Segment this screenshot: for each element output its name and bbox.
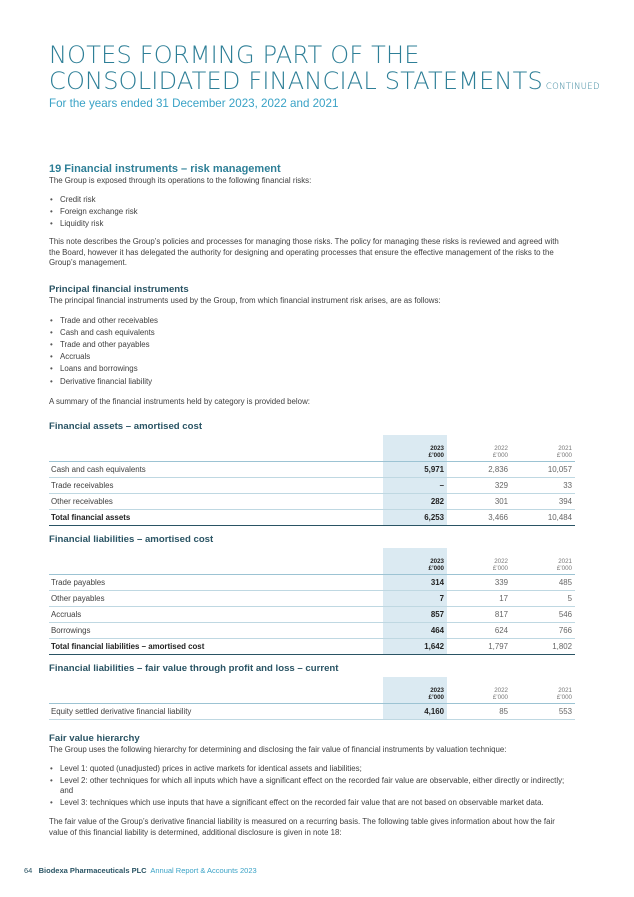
report-name: Annual Report & Accounts 2023 bbox=[150, 866, 257, 875]
list-item: • Level 3: techniques which use inputs that have a significant effect on the recorded fair value that are not based on observable market data. bbox=[49, 798, 569, 808]
list-item: • Accruals bbox=[49, 351, 569, 363]
policy-paragraph: This note describes the Group’s policies and processes for managing those risks. The policy for managing these risks is reviewed and agreed with the Board, however it has delegated the authority for designing and operating processes that ensure the effective management of the risks to the Group’s management. bbox=[49, 237, 559, 268]
col-2023: 2023 £’000 bbox=[383, 435, 447, 462]
table-row: Trade receivables – 329 33 bbox=[49, 478, 575, 494]
list-item: • Liquidity risk bbox=[49, 218, 569, 230]
continued-label: CONTINUED bbox=[545, 82, 600, 92]
title-line-1: NOTES FORMING PART OF THE bbox=[49, 41, 420, 69]
principal-section bbox=[49, 284, 569, 407]
liabilities-heading: Financial liabilities – amortised cost bbox=[49, 534, 214, 545]
instrument-list bbox=[49, 315, 569, 388]
fair-value-intro: The Group uses the following hierarchy for determining and disclosing the fair value of financial instruments by valuation technique: bbox=[49, 745, 507, 754]
page-footer bbox=[24, 866, 257, 875]
page-subtitle: For the years ended 31 December 2023, 2022 and 2021 bbox=[49, 97, 339, 110]
table-header-row bbox=[49, 548, 575, 575]
list-item: • Trade and other payables bbox=[49, 339, 569, 351]
table-header-row bbox=[49, 677, 575, 704]
col-2021: 2021 £’000 bbox=[511, 435, 575, 462]
col-2022: 2022 £’000 bbox=[447, 435, 511, 462]
title-line-2: CONSOLIDATED FINANCIAL STATEMENTS bbox=[49, 67, 543, 95]
table-row: Other receivables 282 301 394 bbox=[49, 494, 575, 510]
col-2023: 2023 £’000 bbox=[383, 677, 447, 704]
principal-heading: Principal financial instruments bbox=[49, 284, 189, 295]
table-row: Borrowings 464 624 766 bbox=[49, 623, 575, 639]
table-header-row bbox=[49, 435, 575, 462]
table-row: Trade payables 314 339 485 bbox=[49, 575, 575, 591]
summary-text: A summary of the financial instruments held by category is provided below: bbox=[49, 396, 310, 406]
list-item: • Level 1: quoted (unadjusted) prices in active markets for identical assets and liabilities; bbox=[49, 764, 569, 774]
level-list bbox=[49, 764, 569, 809]
col-2022: 2022 £’000 bbox=[447, 548, 511, 575]
col-2022: 2022 £’000 bbox=[447, 677, 511, 704]
table-row: Cash and cash equivalents 5,971 2,836 10,057 bbox=[49, 462, 575, 478]
list-item: • Loans and borrowings bbox=[49, 363, 569, 375]
list-item: • Trade and other receivables bbox=[49, 315, 569, 327]
list-item: • Derivative financial liability bbox=[49, 376, 569, 388]
list-item: • Credit risk bbox=[49, 194, 569, 206]
list-item: • Cash and cash equivalents bbox=[49, 327, 569, 339]
company-name: Biodexa Pharmaceuticals PLC bbox=[38, 866, 147, 875]
col-2021: 2021 £’000 bbox=[511, 548, 575, 575]
principal-intro: The principal financial instruments used by the Group, from which financial instrument risk arises, are as follows: bbox=[49, 296, 441, 305]
assets-table bbox=[49, 435, 575, 526]
fvtpl-heading: Financial liabilities – fair value through profit and loss – current bbox=[49, 663, 339, 674]
assets-heading: Financial assets – amortised cost bbox=[49, 421, 203, 432]
col-2021: 2021 £’000 bbox=[511, 677, 575, 704]
section-19-intro: The Group is exposed through its operations to the following financial risks: bbox=[49, 176, 312, 185]
total-row: Total financial assets 6,253 3,466 10,484 bbox=[49, 510, 575, 526]
table-row: Accruals 857 817 546 bbox=[49, 607, 575, 623]
section-19-heading: 19 Financial instruments – risk management bbox=[49, 163, 281, 175]
fair-value-closing: The fair value of the Group’s derivative financial liability is measured on a recurring basis. The following table gives information about how the fair value of this financial liability is determined, additional disclosure is given in note 18: bbox=[49, 817, 555, 837]
section-19 bbox=[49, 163, 569, 269]
liabilities-table bbox=[49, 548, 575, 655]
fair-value-section bbox=[49, 733, 569, 838]
page-title bbox=[49, 42, 600, 100]
table-row: Equity settled derivative financial liability 4,160 85 553 bbox=[49, 704, 575, 720]
total-row: Total financial liabilities – amortised cost 1,642 1,797 1,802 bbox=[49, 639, 575, 655]
page-number: 64 bbox=[24, 866, 33, 875]
col-2023: 2023 £’000 bbox=[383, 548, 447, 575]
list-item: • Foreign exchange risk bbox=[49, 206, 569, 218]
table-row: Other payables 7 17 5 bbox=[49, 591, 575, 607]
fvtpl-table bbox=[49, 677, 575, 720]
list-item: • Level 2: other techniques for which all inputs which have a significant effect on the recorded fair value are observable, either directly or indirectly; and bbox=[49, 776, 569, 797]
fair-value-heading: Fair value hierarchy bbox=[49, 733, 140, 744]
risk-list bbox=[49, 194, 569, 231]
